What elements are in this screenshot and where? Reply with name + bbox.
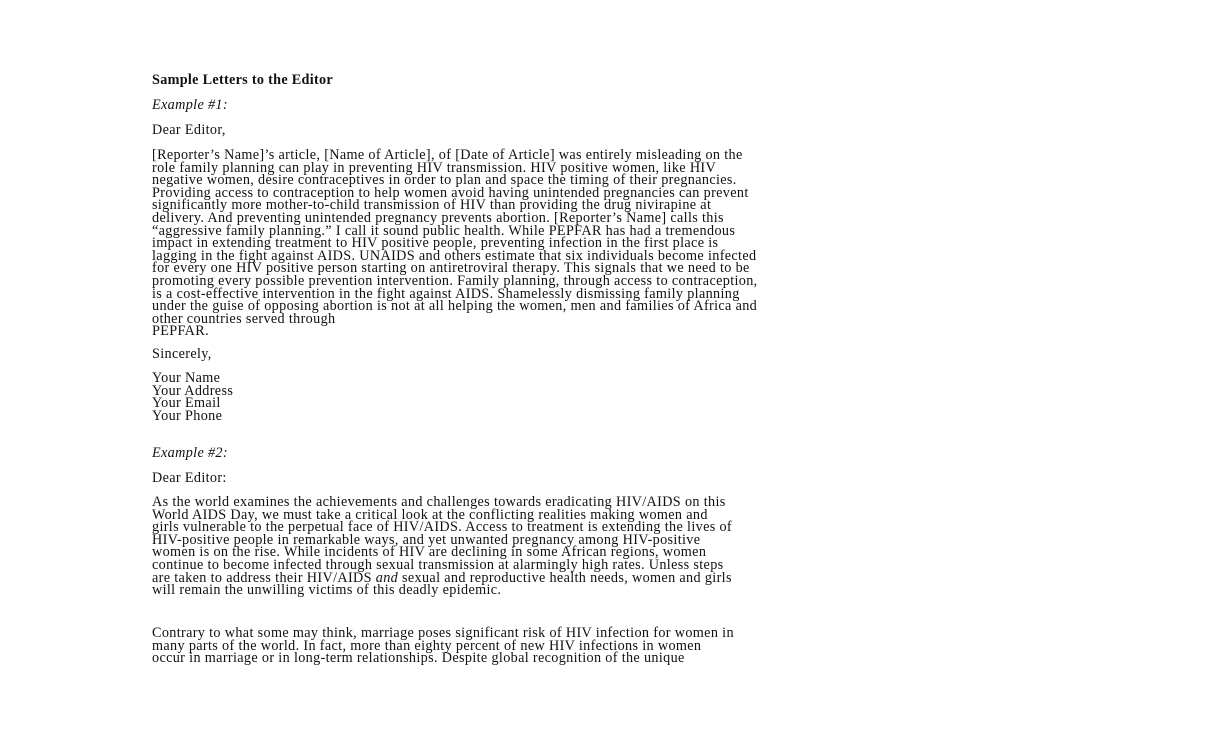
- body-line: HIV-positive people in remarkable ways, and yet unwanted pregnancy among HIV-positive: [152, 531, 701, 548]
- body-line: PEPFAR.: [152, 323, 209, 340]
- example-1-signature: [152, 372, 233, 422]
- text-run: sexual and reproductive health needs, women and girls: [398, 569, 732, 586]
- example-2-paragraph-2: [152, 627, 734, 665]
- document-title: Sample Letters to the Editor: [152, 72, 333, 88]
- example-1-salutation: Dear Editor,: [152, 122, 226, 138]
- body-line: “aggressive family planning.” I call it sound public health. While PEPFAR has had a tremendous: [152, 222, 736, 239]
- body-line: World AIDS Day, we must take a critical look at the conflicting realities making women and: [152, 506, 708, 523]
- body-line: continue to become infected through sexual transmission at alarmingly high rates. Unless steps: [152, 556, 724, 573]
- body-line: As the world examines the achievements and challenges towards eradicating HIV/AIDS on this: [152, 494, 726, 510]
- body-line: negative women, desire contraceptives in order to plan and space the timing of their pregnancies.: [152, 172, 737, 189]
- body-line: delivery. And preventing unintended pregnancy prevents abortion. [Reporter’s Name] calls this: [152, 209, 724, 226]
- signature-address: Your Address: [152, 382, 234, 399]
- signature-phone: Your Phone: [152, 407, 223, 424]
- body-line: role family planning can play in preventing HIV transmission. HIV positive women, like HIV: [152, 159, 717, 176]
- body-line: girls vulnerable to the perpetual face of HIV/AIDS. Access to treatment is extending the lives of: [152, 519, 733, 536]
- body-line: for every one HIV positive person starting on antiretroviral therapy. This signals that we need to be: [152, 260, 750, 277]
- example-2-paragraph-1: [152, 496, 732, 597]
- body-line: significantly more mother-to-child transmission of HIV than providing the drug nivirapine at: [152, 197, 712, 214]
- body-line: Contrary to what some may think, marriage poses significant risk of HIV infection for women in: [152, 625, 734, 641]
- body-line: Providing access to contraception to help women avoid having unintended pregnancies can prevent: [152, 184, 749, 201]
- signature-email: Your Email: [152, 395, 221, 412]
- body-line: is a cost-effective intervention in the fight against AIDS. Shamelessly dismissing family planning: [152, 285, 740, 302]
- body-line: [Reporter’s Name]’s article, [Name of Article], of [Date of Article] was entirely misleading on the: [152, 147, 743, 163]
- example-1-heading: Example #1:: [152, 97, 228, 113]
- body-line: promoting every possible prevention intervention. Family planning, through access to contraception,: [152, 272, 758, 289]
- body-line: other countries served through: [152, 310, 336, 327]
- example-2-salutation: Dear Editor:: [152, 470, 227, 486]
- body-line: impact in extending treatment to HIV positive people, preventing infection in the first place is: [152, 235, 719, 252]
- body-line: occur in marriage or in long-term relationships. Despite global recognition of the unique: [152, 650, 685, 667]
- text-run: are taken to address their HIV/AIDS: [152, 569, 376, 586]
- body-line: will remain the unwilling victims of this deadly epidemic.: [152, 582, 502, 599]
- emphasis-text: and: [375, 569, 399, 586]
- body-line: under the guise of opposing abortion is not at all helping the women, men and families of Africa and: [152, 298, 758, 315]
- example-1-body: [152, 149, 758, 338]
- body-line: lagging in the fight against AIDS. UNAIDS and others estimate that six individuals become infected: [152, 247, 757, 264]
- body-line: women is on the rise. While incidents of HIV are declining in some African regions, women: [152, 544, 707, 561]
- example-1-closing: Sincerely,: [152, 346, 212, 362]
- body-line: many parts of the world. In fact, more than eighty percent of new HIV infections in women: [152, 637, 702, 654]
- signature-name: Your Name: [152, 370, 221, 386]
- example-2-heading: Example #2:: [152, 445, 228, 461]
